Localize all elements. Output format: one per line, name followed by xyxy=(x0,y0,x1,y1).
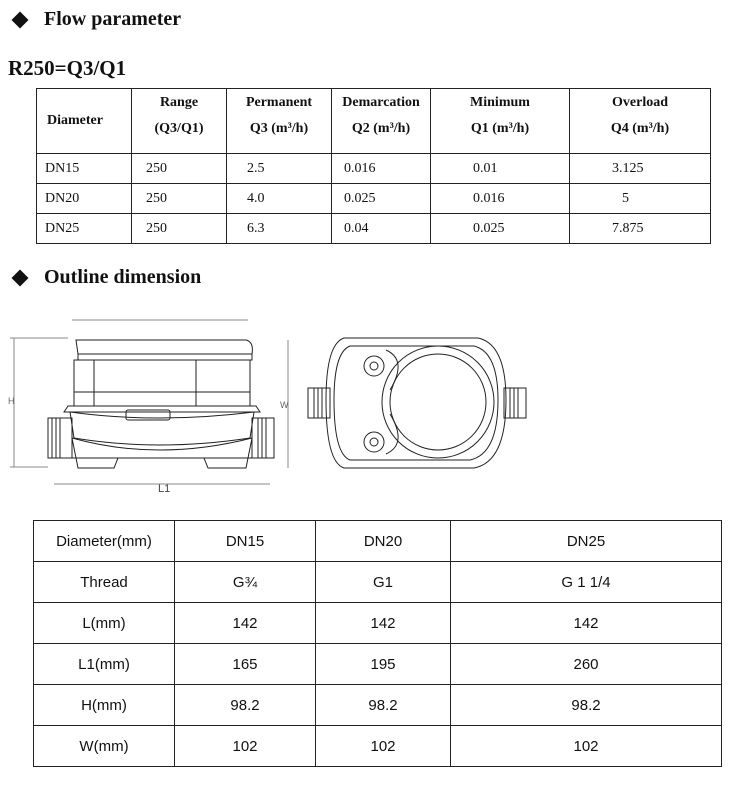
w-dimension-label: W xyxy=(280,400,289,410)
h-dimension-label: H xyxy=(8,396,15,406)
table-cell: 5 xyxy=(570,184,711,214)
table-cell: 98.2 xyxy=(316,685,451,726)
diamond-bullet-icon xyxy=(12,11,29,28)
table-header-row xyxy=(37,89,711,154)
table-row xyxy=(34,603,722,644)
header-range: Range (Q3/Q1) xyxy=(132,89,227,154)
table-cell: 0.016 xyxy=(431,184,570,214)
table-cell: 98.2 xyxy=(175,685,316,726)
table-row xyxy=(34,644,722,685)
table-cell: 260 xyxy=(451,644,722,685)
table-cell: G1 xyxy=(316,562,451,603)
header-overload: Overload Q4 (m³/h) xyxy=(570,89,711,154)
table-row xyxy=(34,562,722,603)
table-cell: Diameter(mm) xyxy=(34,521,175,562)
table-row xyxy=(34,521,722,562)
table-cell: 98.2 xyxy=(451,685,722,726)
table-row xyxy=(37,214,711,244)
outline-dimension-title: Outline dimension xyxy=(44,266,202,288)
flow-parameter-heading xyxy=(8,8,181,31)
header-demarcation: Demarcation Q2 (m³/h) xyxy=(332,89,431,154)
table-cell: 165 xyxy=(175,644,316,685)
table-cell: G 1 1/4 xyxy=(451,562,722,603)
table-cell: 2.5 xyxy=(227,154,332,184)
table-cell: 4.0 xyxy=(227,184,332,214)
table-cell: G¾ xyxy=(175,562,316,603)
table-cell: DN20 xyxy=(37,184,132,214)
table-cell: 3.125 xyxy=(570,154,711,184)
ratio-formula: R250=Q3/Q1 xyxy=(8,56,127,80)
table-cell: L1(mm) xyxy=(34,644,175,685)
table-cell: H(mm) xyxy=(34,685,175,726)
header-minimum: Minimum Q1 (m³/h) xyxy=(431,89,570,154)
table-cell: DN15 xyxy=(37,154,132,184)
table-cell: 250 xyxy=(132,154,227,184)
table-row xyxy=(34,685,722,726)
table-cell: 142 xyxy=(451,603,722,644)
diamond-bullet-icon xyxy=(12,269,29,286)
outline-dimension-heading xyxy=(8,266,201,289)
table-cell: DN20 xyxy=(316,521,451,562)
table-row xyxy=(37,184,711,214)
l1-dimension-label: L1 xyxy=(158,483,171,495)
table-cell: 142 xyxy=(175,603,316,644)
flow-parameter-table xyxy=(36,88,711,244)
table-cell: DN25 xyxy=(37,214,132,244)
table-cell: 195 xyxy=(316,644,451,685)
top-view-drawing xyxy=(278,330,538,475)
table-cell: 0.016 xyxy=(332,154,431,184)
table-cell: 250 xyxy=(132,214,227,244)
table-cell: W(mm) xyxy=(34,726,175,767)
table-cell: DN15 xyxy=(175,521,316,562)
table-cell: L(mm) xyxy=(34,603,175,644)
table-cell: 0.04 xyxy=(332,214,431,244)
table-cell: 0.025 xyxy=(431,214,570,244)
table-cell: 6.3 xyxy=(227,214,332,244)
table-cell: 250 xyxy=(132,184,227,214)
table-cell: 0.025 xyxy=(332,184,431,214)
side-view-drawing xyxy=(8,312,278,497)
table-cell: Thread xyxy=(34,562,175,603)
header-diameter: Diameter xyxy=(37,89,132,154)
table-cell: 142 xyxy=(316,603,451,644)
table-cell: DN25 xyxy=(451,521,722,562)
table-cell: 102 xyxy=(175,726,316,767)
table-cell: 102 xyxy=(451,726,722,767)
table-cell: 102 xyxy=(316,726,451,767)
table-row xyxy=(34,726,722,767)
table-cell: 7.875 xyxy=(570,214,711,244)
flow-parameter-title: Flow parameter xyxy=(44,8,182,30)
dimension-table xyxy=(33,520,722,767)
table-row xyxy=(37,154,711,184)
header-permanent: Permanent Q3 (m³/h) xyxy=(227,89,332,154)
table-cell: 0.01 xyxy=(431,154,570,184)
